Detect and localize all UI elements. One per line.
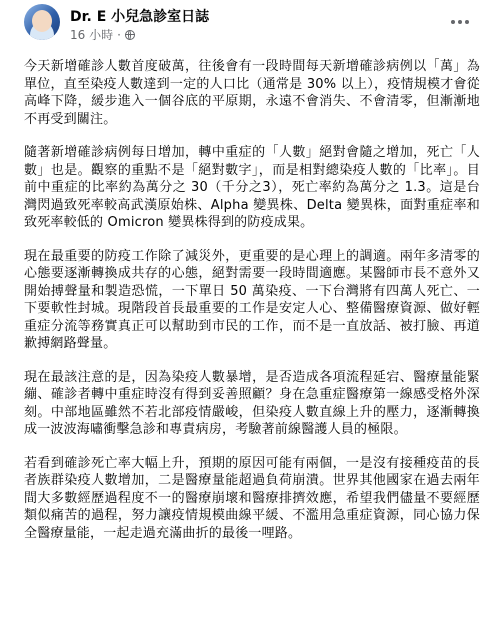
post-paragraph-4: 現在最該注意的是，因為染疫人數暴增，是否造成各項流程延宕、醫療量能緊繃、確診者轉中重症時沒有得到妥善照顧？身在急重症醫療第一線感受格外深刻。中部地區雖然不若北部疫情嚴峻，但染疫人數直線上升的壓力，逐漸轉換成一波波海嘯衝擊急診和專責病房，考驗著前線醫護人員的極限。 xyxy=(24,369,480,437)
post-paragraph-1: 今天新增確診人數首度破萬，往後會有一段時間每天新增確診病例以「萬」為單位，直至染疫人數達到一定的人口比（通常是 30% 以上），疫情規模才會從高峰下降，緩步進入一個谷底的平原期，永遠不會消失、不會清零，但漸漸地不再受到關注。 xyxy=(24,59,480,127)
post-time[interactable]: 16 小時 xyxy=(70,28,114,42)
post-paragraph-5: 若看到確診死亡率大幅上升，預期的原因可能有兩個，一是沒有接種疫苗的長者族群染疫人數增加，二是醫療量能超過負荷崩潰。世界其他國家在過去兩年間大多數經歷過程度不一的醫療崩壞和醫療排擠效應，希望我們儘量不要經歷類似痛苦的過程，努力讓疫情規模曲線平緩、不濫用急重症資源，同心協力保全醫療量能，一起走過充滿曲折的最後一哩路。 xyxy=(24,455,480,541)
post-header xyxy=(12,0,484,44)
post-body xyxy=(12,44,484,542)
page-avatar[interactable] xyxy=(24,4,60,40)
meta-separator: · xyxy=(117,27,121,42)
more-options-icon[interactable] xyxy=(448,10,472,34)
post-paragraph-3: 現在最重要的防疫工作除了減災外，更重要的是心理上的調適。兩年多清零的心態要逐漸轉換成共存的心態，絕對需要一段時間適應。某醫師市長不意外又開始搏聲量和製造恐慌，一下單日 50 萬染疫、一下台灣將有四萬人死亡、一下要軟性封城。現階段首長最重要的工作是安定人心、整備醫療資源、做好輕重症分流等務實真正可以幫助到市民的工作，而不是一直放話、被打臉、再道歉搏網路聲量。 xyxy=(24,248,480,351)
post-paragraph-2: 隨著新增確診病例每日增加，轉中重症的「人數」絕對會隨之增加，死亡「人數」也是。觀察的重點不是「絕對數字」，而是相對總染疫人數的「比率」。目前中重症的比率約為萬分之 30（千分之3），死亡率約為萬分之 1.3。這是台灣閃過致死率較高武漢原始株、Alpha 變異株、Delta 變異株，面對重症率和致死率較低的 Omicron 變異株得到的防疫成果。 xyxy=(24,145,480,230)
globe-icon xyxy=(125,30,135,40)
post-meta xyxy=(70,26,135,43)
page-name[interactable]: Dr. E 小兒急診室日誌 xyxy=(70,9,210,25)
